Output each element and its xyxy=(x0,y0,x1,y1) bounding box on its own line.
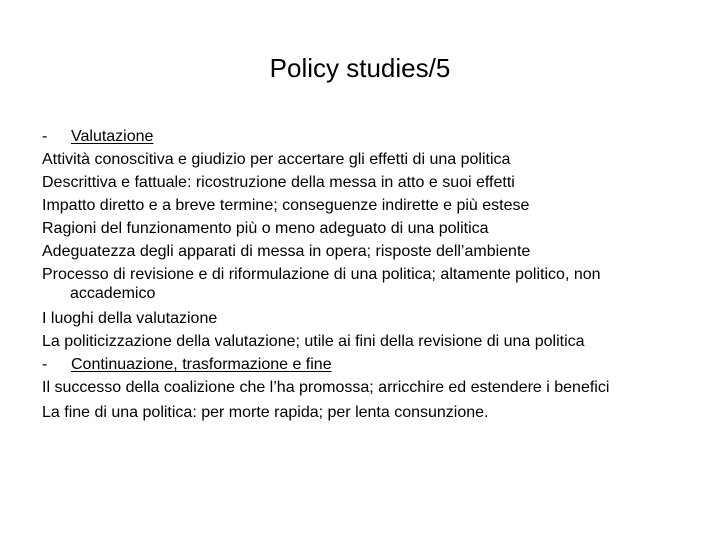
list-item: Processo di revisione e di riformulazione di una politica; altamente politico, non accademico xyxy=(42,266,601,302)
list-item: La fine di una politica: per morte rapida; per lenta consunzione. xyxy=(42,404,489,421)
dash-marker: - xyxy=(42,356,48,373)
slide-title: Policy studies/5 xyxy=(269,53,451,83)
section-heading-continuazione xyxy=(42,353,682,376)
list-item: Ragioni del funzionamento più o meno adeguato di una politica xyxy=(42,220,489,237)
list-item: La politicizzazione della valutazione; utile ai fini della revisione di una politica xyxy=(42,333,585,350)
list-item: Impatto diretto e a breve termine; conseguenze indirette e più estese xyxy=(42,197,530,214)
slide-body xyxy=(42,125,682,424)
list-item: Descrittiva e fattuale: ricostruzione della messa in atto e suoi effetti xyxy=(42,174,515,191)
section-heading-text: Valutazione xyxy=(71,128,154,145)
list-item: I luoghi della valutazione xyxy=(42,310,218,327)
dash-marker: - xyxy=(42,128,48,145)
list-item: Il successo della coalizione che l’ha promossa; arricchire ed estendere i benefici xyxy=(42,379,610,396)
list-item: Attività conoscitiva e giudizio per accertare gli effetti di una politica xyxy=(42,151,511,168)
section-heading-valutazione xyxy=(42,125,682,148)
section-heading-text: Continuazione, trasformazione e fine xyxy=(71,356,332,373)
list-item: Adeguatezza degli apparati di messa in opera; risposte dell’ambiente xyxy=(42,243,531,260)
